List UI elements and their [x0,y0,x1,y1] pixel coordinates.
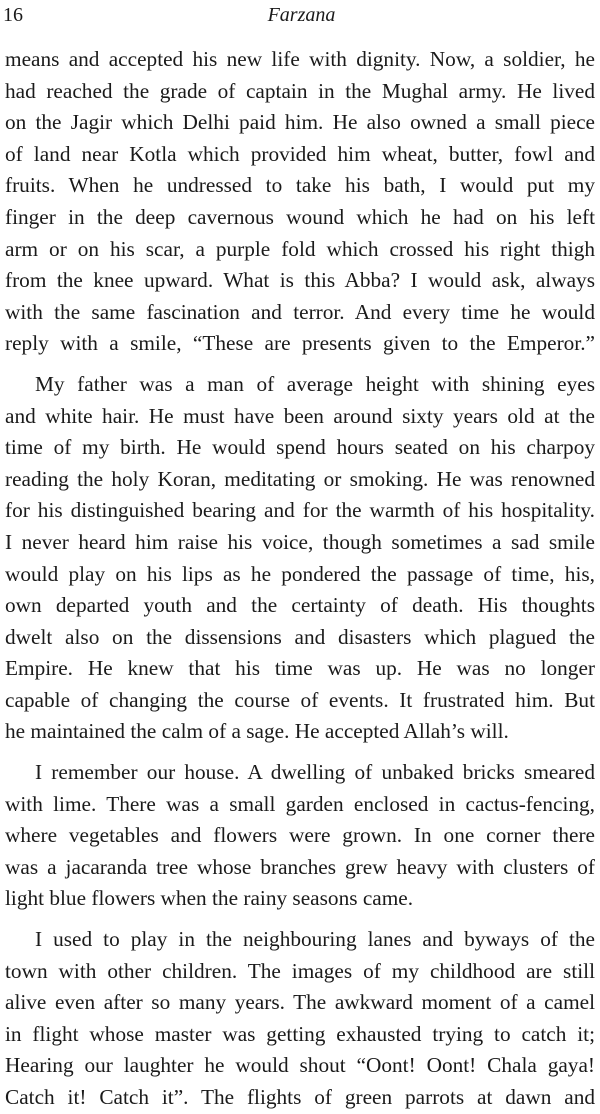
text-line: capable of changing the course of events. It frustrated him. But [5,687,595,712]
text-line: from the knee upward. What is this Abba? I would ask, always [5,268,595,293]
body-text [5,44,595,1114]
paragraph-2 [5,369,595,748]
text-line: arm or on his scar, a purple fold which crossed his right thigh [5,236,595,261]
text-line: for his distinguished bearing and for the warmth of his hospitality. [5,498,595,523]
text-line: fruits. When he undressed to take his bath, I would put my [5,173,595,198]
text-line: of land near Kotla which provided him wheat, butter, fowl and [5,141,595,166]
paragraph-gap [5,915,595,924]
text-line: Empire. He knew that his time was up. He was no longer [5,656,595,681]
text-line: My father was a man of average height with shining eyes [35,371,595,396]
text-line: reply with a smile, “These are presents given to the Emperor.” [5,331,595,356]
text-line: Hearing our laughter he would shout “Oont! Oont! Chala gaya! [5,1053,595,1078]
text-line: time of my birth. He would spend hours seated on his charpoy [5,435,595,460]
text-line: alive even after so many years. The awkward moment of a camel [5,990,595,1015]
text-line: town with other children. The images of my childhood are still [5,958,595,983]
text-line: with the same fascination and terror. And every time he would [5,299,595,324]
text-line: own departed youth and the certainty of death. His thoughts [5,593,595,618]
paragraph-3 [5,757,595,915]
paragraph-gap [5,360,595,369]
text-line: light blue flowers when the rainy seasons came. [5,886,414,911]
paragraph-1 [5,44,595,360]
text-line: he maintained the calm of a sage. He accepted Allah’s will. [5,719,509,744]
text-line: and white hair. He must have been around sixty years old at the [5,403,595,428]
text-line: I used to play in the neighbouring lanes and byways of the [35,927,595,952]
text-line: where vegetables and flowers were grown. In one corner there [5,823,595,848]
text-line: I never heard him raise his voice, though sometimes a sad smile [5,529,595,554]
text-line: I remember our house. A dwelling of unbaked bricks smeared [35,760,595,785]
text-line: dwelt also on the dissensions and disasters which plagued the [5,624,595,649]
running-head [3,2,600,32]
text-line: means and accepted his new life with dignity. Now, a soldier, he [5,47,595,71]
text-line: had reached the grade of captain in the Mughal army. He lived [5,78,595,103]
page-number: 16 [3,4,23,26]
paragraph-4 [5,924,595,1114]
text-line: Catch it! Catch it”. The flights of green parrots at dawn and [5,1085,595,1109]
text-line: would play on his lips as he pondered the passage of time, his, [5,561,595,586]
running-title: Farzana [267,4,336,26]
text-line: with lime. There was a small garden enclosed in cactus-fencing, [5,791,595,816]
text-line: on the Jagir which Delhi paid him. He also owned a small piece [5,110,595,135]
text-line: reading the holy Koran, meditating or smoking. He was renowned [5,466,595,491]
text-line: was a jacaranda tree whose branches grew heavy with clusters of [5,854,595,879]
paragraph-gap [5,748,595,757]
text-line: finger in the deep cavernous wound which he had on his left [5,204,595,229]
text-line: in flight whose master was getting exhausted trying to catch it; [5,1021,595,1046]
